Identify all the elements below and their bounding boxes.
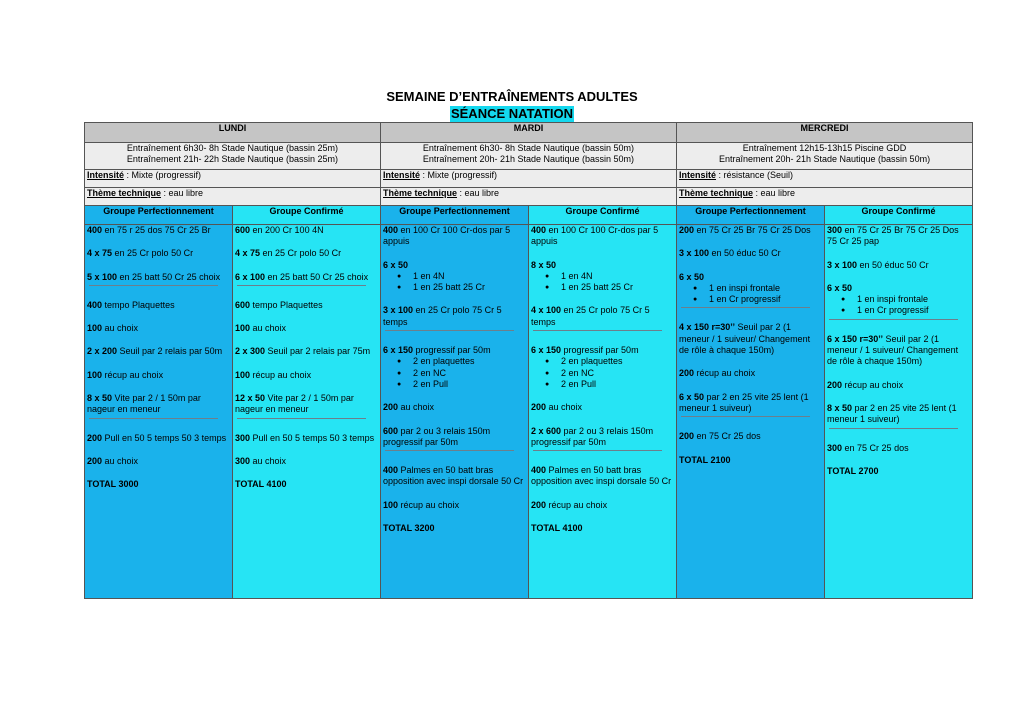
workout-set [235,323,378,334]
set-volume: 4 x 75 [235,248,261,259]
set-volume: 600 [383,425,399,436]
workout-set [383,225,526,248]
set-volume: 300 [827,442,843,453]
set-description: en 75 Cr 25 dos [842,442,909,453]
set-volume: 6 x 50 [383,259,409,270]
set-description: en 100 Cr 100 Cr-dos par 5 appuis [383,225,511,247]
set-volume: 400 [531,465,547,476]
set-volume: 600 [235,299,251,310]
set-subitem: ● 1 en Cr progressif [841,305,970,316]
set-volume: 100 [383,499,399,510]
workout-set [383,500,526,511]
theme-label: Thème technique [87,188,162,198]
set-description: au choix [250,455,287,466]
set-description: au choix [102,323,139,334]
set-volume: 8 x 50 [531,259,557,270]
set-description: en 25 Cr polo 75 Cr 5 temps [531,305,650,327]
set-description: au choix [250,323,287,334]
set-volume: 6 x 100 [235,271,266,282]
theme-value: : eau libre [161,188,204,198]
training-line: Entraînement 20h- 21h Stade Nautique (bassin 50m) [422,154,635,165]
set-subitem: ● 2 en NC [545,368,674,379]
set-volume: 200 [827,379,843,390]
set-volume: 400 [87,225,103,235]
group-header-perfectionnement: Groupe Perfectionnement [677,206,825,225]
workout-set [827,334,970,368]
set-volume: 4 x 100 [531,305,562,316]
training-times-row [85,143,973,170]
set-subitem: ● 2 en Pull [397,379,526,390]
set-volume: 200 [383,402,399,413]
set-volume: 400 [87,299,103,310]
set-volume: 200 [531,402,547,413]
set-subitem: ● 2 en Pull [545,379,674,390]
theme-value: : eau libre [457,188,500,198]
set-volume: 100 [235,369,251,380]
set-volume: 300 [827,225,843,235]
workout-set [679,368,822,379]
theme-label: Thème technique [679,188,754,198]
set-volume: TOTAL 3200 [383,523,435,534]
day-header-lundi: LUNDI [85,123,381,143]
theme-mercredi [677,188,973,206]
set-description: Palmes en 50 batt bras opposition avec inspi dorsale 50 Cr [531,465,672,487]
workout-set [235,248,378,259]
set-subitem: ● 1 en 4N [397,271,526,282]
set-description: récup au choix [546,499,608,510]
set-description: Palmes en 50 batt bras opposition avec inspi dorsale 50 Cr [383,465,524,487]
set-volume: 3 x 100 [679,248,710,259]
workout-set [383,305,526,328]
workout-set [679,248,822,259]
day-header-mardi: MARDI [381,123,677,143]
section-divider [533,450,662,451]
set-volume: TOTAL 3000 [87,479,139,490]
set-subitem: ● 1 en Cr progressif [693,294,822,305]
set-volume: 2 x 200 [87,346,118,357]
theme-row [85,188,973,206]
set-volume: 6 x 50 [827,282,853,293]
set-description: récup au choix [102,369,164,380]
workout-set [87,370,230,381]
set-description: Seuil par 2 (1 meneur / 1 suiveur/ Changement de rôle à chaque 150m) [679,322,811,356]
set-volume: TOTAL 4100 [531,523,583,534]
set-subitem: ● 1 en inspi frontale [841,294,970,305]
workout-set [531,225,674,248]
set-description: récup au choix [694,368,756,379]
workout-set [827,380,970,391]
set-description: en 25 batt 50 Cr 25 choix [117,271,221,282]
intensity-label: Intensité [679,170,717,180]
workout-set [827,283,970,317]
workout-set [531,345,674,390]
workout-set [87,433,230,444]
training-line: Entraînement 12h15-13h15 Piscine GDD [742,143,907,153]
section-divider [385,450,514,451]
workout-cell [825,225,973,599]
group-header-perfectionnement: Groupe Perfectionnement [381,206,529,225]
set-volume: 8 x 50 [87,393,113,404]
set-description: en 25 Cr polo 50 Cr [112,248,194,259]
workout-cell [677,225,825,599]
group-header-confirme: Groupe Confirmé [529,206,677,225]
intensity-label: Intensité [383,170,421,180]
set-sublist [531,271,674,294]
day-header-mercredi: MERCREDI [677,123,973,143]
workout-set [383,465,526,488]
workout-set [531,426,674,449]
set-sublist [827,294,970,317]
training-schedule-table [84,122,973,599]
set-description: progressif par 50m [561,345,639,356]
set-volume: 6 x 50 [679,391,705,402]
workout-cell [381,225,529,599]
set-sublist [383,356,526,390]
set-description: Seuil par 2 relais par 50m [117,346,223,357]
theme-lundi [85,188,381,206]
workout-set [531,465,674,488]
set-volume: 4 x 75 [87,248,113,259]
workout-set [87,393,230,416]
workout-set [827,443,970,454]
intensity-label: Intensité [87,170,125,180]
set-description: en 25 batt 50 Cr 25 choix [265,271,369,282]
workout-set [531,402,674,413]
set-subitem: ● 1 en inspi frontale [693,283,822,294]
set-volume: 200 [679,225,695,235]
workout-set [235,479,378,490]
set-description: Vite par 2 / 1 50m par nageur en meneur [87,393,201,415]
workout-set [679,322,822,356]
training-times-mercredi [677,143,973,170]
set-volume: 8 x 50 [827,402,853,413]
set-volume: 6 x 150 [531,345,562,356]
group-header-confirme: Groupe Confirmé [825,206,973,225]
workout-set [235,433,378,444]
set-description: en 25 Cr polo 50 Cr [260,248,342,259]
set-description: récup au choix [250,369,312,380]
training-line: Entraînement 21h- 22h Stade Nautique (bassin 25m) [126,154,339,165]
set-description: en 200 Cr 100 4N [250,225,324,235]
workout-set [235,393,378,416]
section-divider [237,285,366,286]
set-volume: 100 [87,369,103,380]
intensity-mercredi [677,170,973,188]
section-divider [237,418,366,419]
set-volume: 200 [679,431,695,442]
set-sublist [531,356,674,390]
section-divider [89,418,218,419]
section-divider [385,330,514,331]
workout-set [87,248,230,259]
set-volume: 5 x 100 [87,271,118,282]
set-volume: 100 [87,323,103,334]
set-subitem: ● 1 en 25 batt 25 Cr [397,282,526,293]
workout-set [827,466,970,477]
group-header-perfectionnement: Groupe Perfectionnement [85,206,233,225]
set-volume: 600 [235,225,251,235]
set-description: par 2 ou 3 relais 150m progressif par 50m [383,425,491,447]
set-volume: 300 [235,432,251,443]
set-description: par 2 en 25 vite 25 lent (1 meneur 1 suiveur) [679,391,809,413]
set-subitem: ● 2 en plaquettes [545,356,674,367]
set-description: en 25 Cr polo 75 Cr 5 temps [383,305,502,327]
workout-set [679,225,822,236]
workout-set [827,225,970,248]
workout-set [531,500,674,511]
intensity-mardi [381,170,677,188]
theme-mardi [381,188,677,206]
workout-set [235,456,378,467]
set-description: en 75 Cr 25 Br 75 Cr 25 Dos [694,225,811,235]
set-description: Pull en 50 5 temps 50 3 temps [250,432,375,443]
workout-set [383,345,526,390]
workout-set [383,426,526,449]
workout-set [87,323,230,334]
set-description: en 50 éduc 50 Cr [709,248,781,259]
set-description: Seuil par 2 relais par 75m [265,346,371,357]
set-volume: TOTAL 4100 [235,479,287,490]
intensity-value: : Mixte (progressif) [124,170,202,180]
workout-set [235,272,378,283]
set-description: en 100 Cr 100 Cr-dos par 5 appuis [531,225,659,247]
set-description: progressif par 50m [413,345,491,356]
workout-set [383,260,526,294]
intensity-value: : résistance (Seuil) [716,170,794,180]
workouts-row [85,225,973,599]
set-volume: 6 x 150 r=30’’ [827,333,883,344]
set-subitem: ● 1 en 4N [545,271,674,282]
section-divider [89,285,218,286]
set-volume: TOTAL 2100 [679,454,731,465]
section-divider [533,330,662,331]
set-description: en 50 éduc 50 Cr [857,259,929,270]
set-description: Vite par 2 / 1 50m par nageur en meneur [235,393,354,415]
set-description: récup au choix [842,379,904,390]
theme-value: : eau libre [753,188,796,198]
section-divider [681,307,810,308]
workout-set [87,456,230,467]
set-description: au choix [102,455,139,466]
set-volume: 2 x 300 [235,346,266,357]
workout-set [679,272,822,306]
training-times-lundi [85,143,381,170]
training-line: Entraînement 20h- 21h Stade Nautique (bassin 50m) [718,154,931,165]
section-divider [829,428,958,429]
set-description: tempo Plaquettes [102,299,175,310]
set-volume: 200 [87,455,103,466]
training-line: Entraînement 6h30- 8h Stade Nautique (bassin 25m) [126,143,339,153]
workout-set [235,300,378,311]
set-description: par 2 ou 3 relais 150m progressif par 50m [531,425,654,447]
training-times-mardi [381,143,677,170]
set-description: en 75 Cr 25 dos [694,431,761,442]
workout-set [679,455,822,466]
set-description: au choix [546,402,583,413]
set-volume: 3 x 100 [383,305,414,316]
theme-label: Thème technique [383,188,458,198]
set-description: en 75 Cr 25 Br 75 Cr 25 Dos 75 Cr 25 pap [827,225,959,247]
set-description: récup au choix [398,499,460,510]
set-volume: 12 x 50 [235,393,266,404]
set-sublist [383,271,526,294]
set-volume: 400 [383,465,399,476]
set-description: Pull en 50 5 temps 50 3 temps [102,432,227,443]
set-description: par 2 en 25 vite 25 lent (1 meneur 1 suiveur) [827,402,957,425]
set-volume: 2 x 600 [531,425,562,436]
set-volume: 400 [531,225,547,235]
workout-set [87,346,230,357]
workout-set [87,479,230,490]
workout-set [679,431,822,442]
workout-set [531,305,674,328]
workout-set [383,402,526,413]
set-subitem: ● 2 en NC [397,368,526,379]
workout-set [87,300,230,311]
set-volume: 6 x 50 [679,271,705,282]
workout-set [87,272,230,283]
page-subtitle: SÉANCE NATATION [450,106,574,121]
workout-set [679,392,822,415]
page-title: SEMAINE D’ENTRAÎNEMENTS ADULTES [386,89,638,104]
set-subitem: ● 2 en plaquettes [397,356,526,367]
set-volume: 3 x 100 [827,259,858,270]
group-header-confirme: Groupe Confirmé [233,206,381,225]
group-header-row [85,206,973,225]
set-volume: 400 [383,225,399,235]
days-row [85,123,973,143]
workout-set [827,260,970,271]
set-volume: 100 [235,323,251,334]
set-description: en 75 r 25 dos 75 Cr 25 Br [102,225,211,235]
workout-set [531,260,674,294]
set-volume: 200 [531,499,547,510]
workout-set [827,403,970,426]
workout-set [235,370,378,381]
workout-set [383,523,526,534]
set-sublist [679,283,822,306]
set-description: au choix [398,402,435,413]
intensity-row [85,170,973,188]
workout-set [87,225,230,236]
training-line: Entraînement 6h30- 8h Stade Nautique (bassin 50m) [422,143,635,153]
section-divider [829,319,958,320]
intensity-lundi [85,170,381,188]
section-divider [681,416,810,417]
workout-set [235,225,378,236]
set-description: Seuil par 2 (1 meneur / 1 suiveur/ Changement de rôle à chaque 150m) [827,333,959,367]
set-description: tempo Plaquettes [250,299,323,310]
workout-cell [233,225,381,599]
set-subitem: ● 1 en 25 batt 25 Cr [545,282,674,293]
set-volume: 200 [87,432,103,443]
set-volume: 300 [235,455,251,466]
workout-set [531,523,674,534]
workout-set [235,346,378,357]
set-volume: TOTAL 2700 [827,465,879,476]
intensity-value: : Mixte (progressif) [420,170,498,180]
set-volume: 200 [679,368,695,379]
workout-cell [85,225,233,599]
workout-cell [529,225,677,599]
set-volume: 4 x 150 r=30’’ [679,322,735,333]
set-volume: 6 x 150 [383,345,414,356]
